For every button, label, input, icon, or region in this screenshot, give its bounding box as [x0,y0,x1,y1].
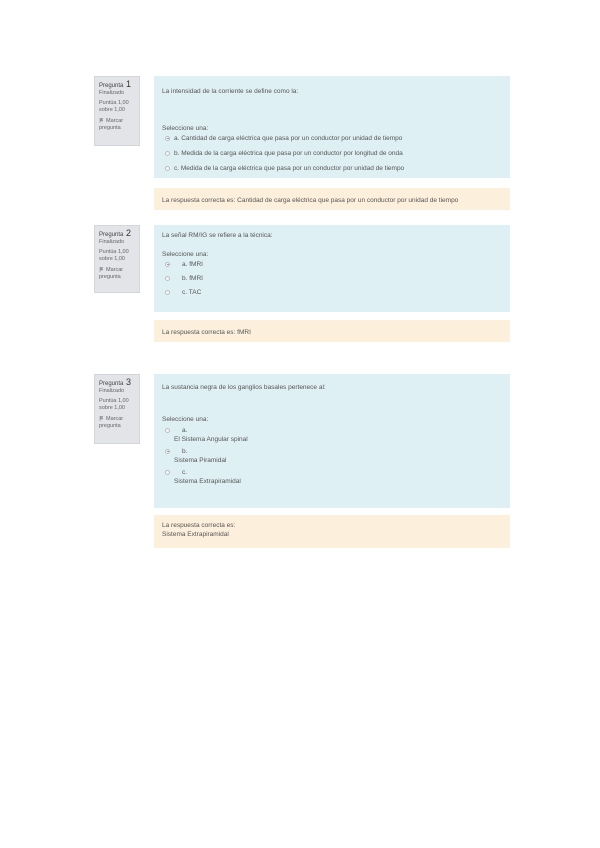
answer-option-label: b. Medida de la carga eléctrica que pasa por un conductor por longitud de onda [174,150,403,157]
answer-option[interactable] [162,288,502,297]
flag-question-label: Marcar pregunta [99,416,124,429]
flag-question-button[interactable] [99,117,135,132]
answer-prompt: Seleccione una: [162,251,209,258]
question-status: Finalizado [99,388,125,394]
radio-button[interactable] [165,449,170,454]
question-number: Pregunta 3 [99,377,132,387]
answer-option-label: a. Cantidad de carga eléctrica que pasa por un conductor por unidad de tiempo [174,135,403,142]
flag-icon [99,267,104,272]
answer-option-label: c. TAC [182,289,202,296]
question-2-info [94,225,140,293]
question-number: Pregunta 1 [99,79,132,89]
flag-question-button[interactable] [99,266,135,281]
question-2-feedback [154,320,510,342]
radio-button[interactable] [165,276,170,281]
answer-option[interactable] [162,274,502,283]
answer-option[interactable] [162,468,502,486]
answer-option-label: a. fMRI [182,261,203,268]
answer-option-label: b. fMRI [182,275,203,282]
radio-button[interactable] [165,290,170,295]
question-score: Puntúa 1,00 sobre 1,00 [99,398,129,411]
answer-option[interactable] [162,447,502,465]
correct-answer-text: La respuesta correcta es: fMRI [162,329,251,336]
question-2-content [154,225,510,312]
question-score: Puntúa 1,00 sobre 1,00 [99,249,129,262]
answer-option[interactable] [162,134,502,143]
question-3-feedback [154,515,510,548]
answer-option[interactable] [162,260,502,269]
question-3-info [94,374,140,444]
question-status: Finalizado [99,239,125,245]
correct-answer-label: La respuesta correcta es: [162,522,236,529]
answer-option[interactable] [162,149,502,158]
correct-answer-text: La respuesta correcta es: Cantidad de carga eléctrica que pasa por un conductor por unidad de tiempo [162,197,459,204]
correct-answer-value: Sistema Extrapiramidal [162,531,229,538]
question-text: La señal RM/IG se refiere a la técnica: [162,232,273,239]
radio-button[interactable] [165,262,170,267]
question-number: Pregunta 2 [99,228,132,238]
radio-button[interactable] [165,151,170,156]
answer-option-letter: b. [182,448,188,455]
question-score: Puntúa 1,00 sobre 1,00 [99,100,129,113]
question-3-content [154,374,510,508]
answer-option[interactable] [162,426,502,444]
answer-option-label: Sistema Piramidal [174,457,227,464]
flag-question-label: Marcar pregunta [99,118,124,131]
answer-option-label: El Sistema Angular spinal [174,436,248,443]
question-1-feedback [154,188,510,210]
answer-option-label: Sistema Extrapiramidal [174,478,241,485]
radio-button[interactable] [165,428,170,433]
question-text: La intensidad de la corriente se define como la: [162,88,299,95]
radio-button[interactable] [165,166,170,171]
answer-option-letter: a. [182,427,188,434]
answer-option[interactable] [162,164,502,173]
radio-button[interactable] [165,470,170,475]
question-1-info [94,76,140,146]
answer-option-label: c. Medida de la carga eléctrica que pasa por un conductor por unidad de tiempo [174,165,405,172]
answer-prompt: Seleccione una: [162,125,209,132]
flag-icon [99,118,104,123]
question-text: La sustancia negra de los ganglios basales pertenece al: [162,384,326,391]
flag-question-button[interactable] [99,415,135,430]
answer-option-letter: c. [182,469,188,476]
radio-button[interactable] [165,136,170,141]
flag-question-label: Marcar pregunta [99,267,124,280]
question-1-content [154,76,510,178]
flag-icon [99,416,104,421]
answer-prompt: Seleccione una: [162,416,209,423]
question-status: Finalizado [99,90,125,96]
